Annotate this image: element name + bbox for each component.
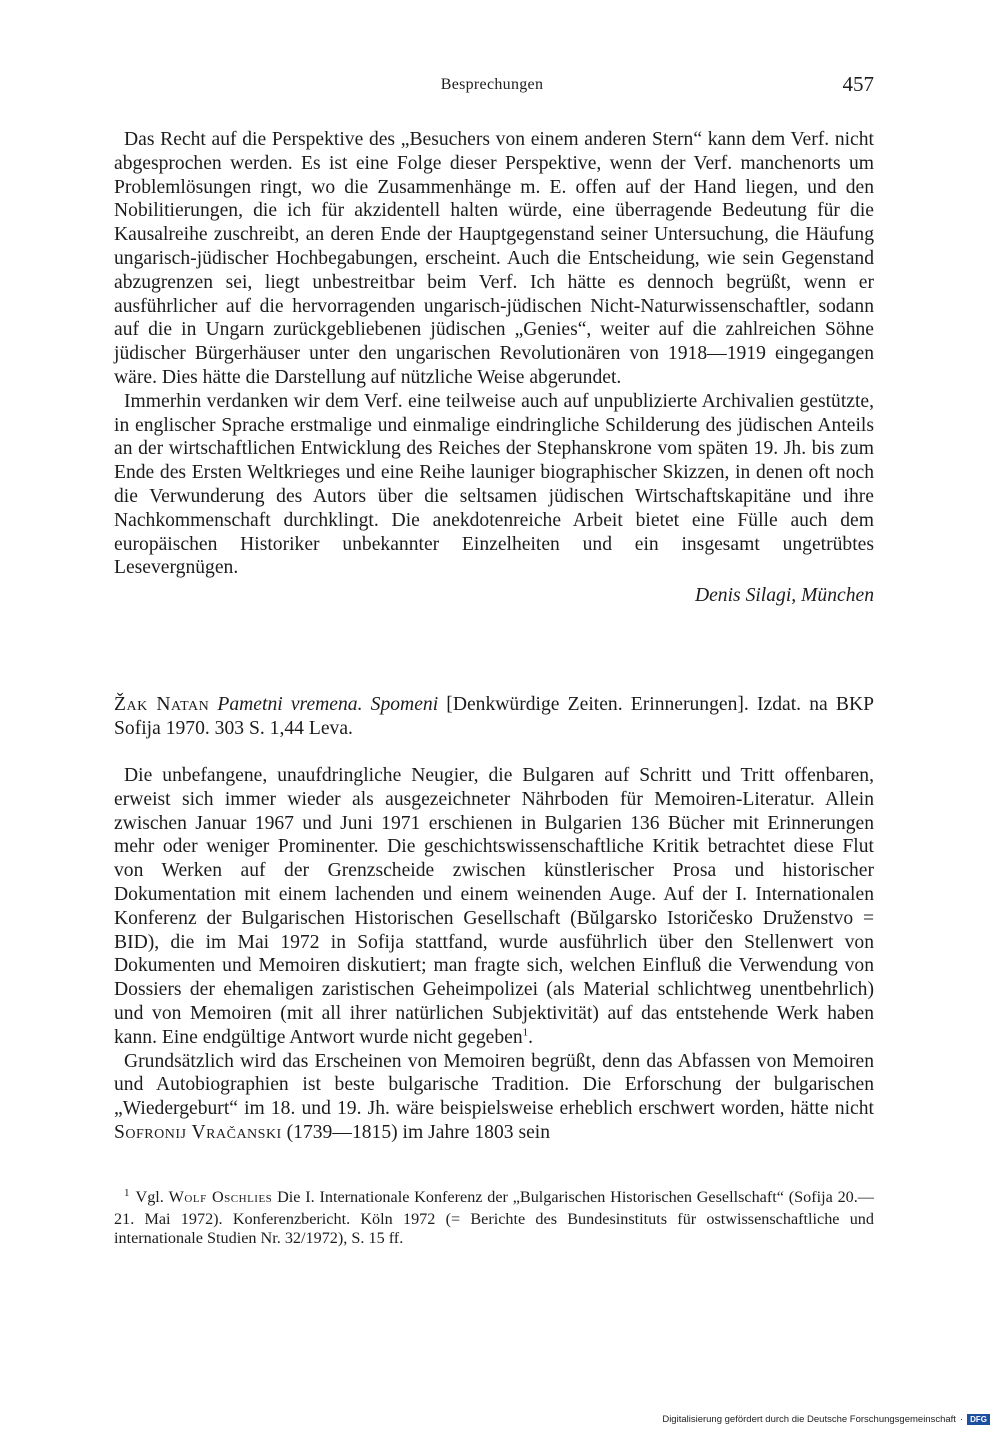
review-paragraph: Die unbefangene, unaufdringliche Neugier, die Bulgaren auf Schritt und Tritt offenbaren, erweist sich immer wieder als ausgezeichneter Nährboden für Memoiren-Literatur. Allein zwischen Januar 1967 und Juni 1971 erschienen in Bulgarien 136 Bücher mit Erinnerungen mehr oder weniger Prominenter. Die geschichtswissenschaftliche Kritik betrachtet diese Flut von Werken auf der Grenzscheide zwischen künstlerischer Prosa und historischer Dokumentation mit einem lachenden und einem weinenden Auge. Auf der I. Internationalen Konferenz der Bulgarischen Historischen Gesellschaft (Bŭlgarsko Istoričesko Druženstvo = BID), die im Mai 1972 in Sofija stattfand, wurde ausführlich über den Stellenwert von Dokumenten und Memoiren diskutiert; man fragte sich, welchen Einfluß die Verwendung von Dossiers der ehemaligen zaristischen Geheimpolizei (als Material schlichtweg unentbehrlich) und von Memoiren (mit all ihrer natürlichen Subjektivität) auf das entstehende Werk haben kann. Eine endgültige Antwort wurde nicht gegeben$^1$.	[114, 765, 874, 1048]
review-paragraph: Immerhin verdanken wir dem Verf. eine teilweise auch auf unpublizierte Archivalien gestützte, in englischer Sprache erstmalige und einmalige eindringliche Schilderung des jüdischen Anteils an der wirtschaftlichen Entwicklung des Reiches der Stephanskrone vom späten 19. Jh. bis zum Ende des Ersten Weltkrieges und eine Reihe launiger biographischer Skizzen, in denen oft noch die Verwunderung des Autors über die seltsamen jüdischen Wirtschaftskapitäne und ihre Nachkommenschaft durchklingt. Die anekdotenreiche Arbeit bietet eine Fülle auch dem europäischen Historiker unbekannter Einzelheiten und ein insgesamt ungetrübtes Lesevergnügen.	[114, 390, 874, 579]
review-2-citation	[114, 693, 874, 741]
book-citation	[114, 693, 874, 741]
footnote-1	[114, 1188, 874, 1249]
paragraph-text: (1739—1815) im Jahre 1803 sein	[281, 1121, 551, 1143]
footnote-reference: 1	[522, 1026, 529, 1039]
book-author: Žak Natan	[114, 694, 210, 715]
paragraph-text: Die unbefangene, unaufdringliche Neugier, die Bulgaren auf Schritt und Tritt offenbaren, erweist sich immer wieder als ausgezeichneter Nährboden für Memoiren-Literatur. Allein zwischen Januar 1967 und Juni 1971 erschienen in Bulgarien 136 Bücher mit Erinnerungen mehr oder weniger Prominenter. Die geschichtswissenschaftliche Kritik betrachtet diese Flut von Werken auf der Grenzscheide zwischen künstlerischer Prosa und historischer Dokumentation mit einem lachenden und einem weinenden Auge. Auf der I. Internationalen Konferenz der Bulgarischen Historischen Gesellschaft (Bŭlgarsko Istoričesko Druženstvo = BID), die im Mai 1972 in Sofija stattfand, wurde ausführlich über den Stellenwert von Dokumenten und Memoiren diskutiert; man fragte sich, welchen Einfluß die Verwendung von Dossiers der ehemaligen zaristischen Geheimpolizei (als Material schlichtweg unentbehrlich) und von Memoiren (mit all ihrer natürlichen Subjektivität) auf das entstehende Werk haben kann. Eine endgültige Antwort wurde nicht gegeben	[114, 765, 874, 1048]
dfg-logo: DFG	[967, 1414, 990, 1425]
digitization-note: Digitalisierung gefördert durch die Deutsche Forschungsgemeinschaft	[662, 1414, 956, 1425]
review-2-body	[114, 764, 874, 1145]
book-details: [Denkwürdige Zeiten. Erinnerungen]. Izdat. na BKP Sofija 1970. 303 S. 1,44 Leva.	[114, 694, 874, 739]
review-1-continuation	[114, 128, 874, 608]
reviewer-signature: Denis Silagi, München	[694, 585, 874, 607]
footnote-author: Wolf Oschlies	[168, 1188, 273, 1206]
digitization-credit	[662, 1414, 990, 1425]
credit-separator: ·	[959, 1414, 964, 1425]
running-head: Besprechungen	[440, 76, 544, 93]
review-paragraph: Das Recht auf die Perspektive des „Besuchers von einem anderen Stern“ kann dem Verf. nicht abgesprochen werden. Es ist eine Folge dieser Perspektive, wenn der Verf. manchenorts um Problemlösungen ringt, wo die Zusammenhänge m. E. offen auf der Hand liegen, und den Nobilitierungen, die ich für akzidentell halten würde, eine überragende Bedeutung für die Kausalreihe zuschreibt, an deren Ende der Hauptgegenstand seiner Untersuchung, die Häufung ungarisch-jüdischer Hochbegabungen, erscheint. Auch die Entscheidung, wie sein Gegenstand abzugrenzen sei, liegt unbestreitbar beim Verf. Ich hätte es dennoch begrüßt, wenn er ausführlicher auf die hervorragenden ungarisch-jüdischen Nicht-Naturwissenschaftler, sodann auf die in Ungarn zurückgebliebenen jüdischen „Genies“, weiter auf die zahlreichen Söhne jüdischer Bürgerhäuser unter den ungarischen Revolutionären von 1918—1919 eingegangen wäre. Dies hätte die Darstellung auf nützliche Weise abgerundet.	[114, 129, 874, 388]
person-name: Sofronij Vračanski	[114, 1121, 282, 1143]
book-title: Pametni vremena. Spomeni	[217, 694, 439, 715]
page-header	[110, 72, 874, 100]
paragraph-text: Grundsätzlich wird das Erscheinen von Memoiren begrüßt, denn das Abfassen von Memoiren und Autobiographien ist beste bulgarische Tradition. Die Erforschung der bulgarischen „Wiedergeburt“ im 18. und 19. Jh. wäre beispielsweise erheblich erschwert worden, hätte nicht	[114, 1050, 874, 1120]
footnotes	[114, 1188, 874, 1249]
footnote-prefix: Vgl.	[135, 1188, 169, 1206]
page-number: 457	[842, 72, 874, 96]
footnote-number: 1	[124, 1187, 130, 1199]
footnote-text: Die I. Internationale Konferenz der „Bulgarischen Historischen Gesellschaft“ (Sofija 20.—21. Mai 1972). Konferenzbericht. Köln 1972 (= Berichte des Bundesinstituts für ostwissenschaftliche und internationale Studien Nr. 32/1972), S. 15 ff.	[114, 1188, 874, 1247]
review-paragraph	[114, 1050, 874, 1145]
